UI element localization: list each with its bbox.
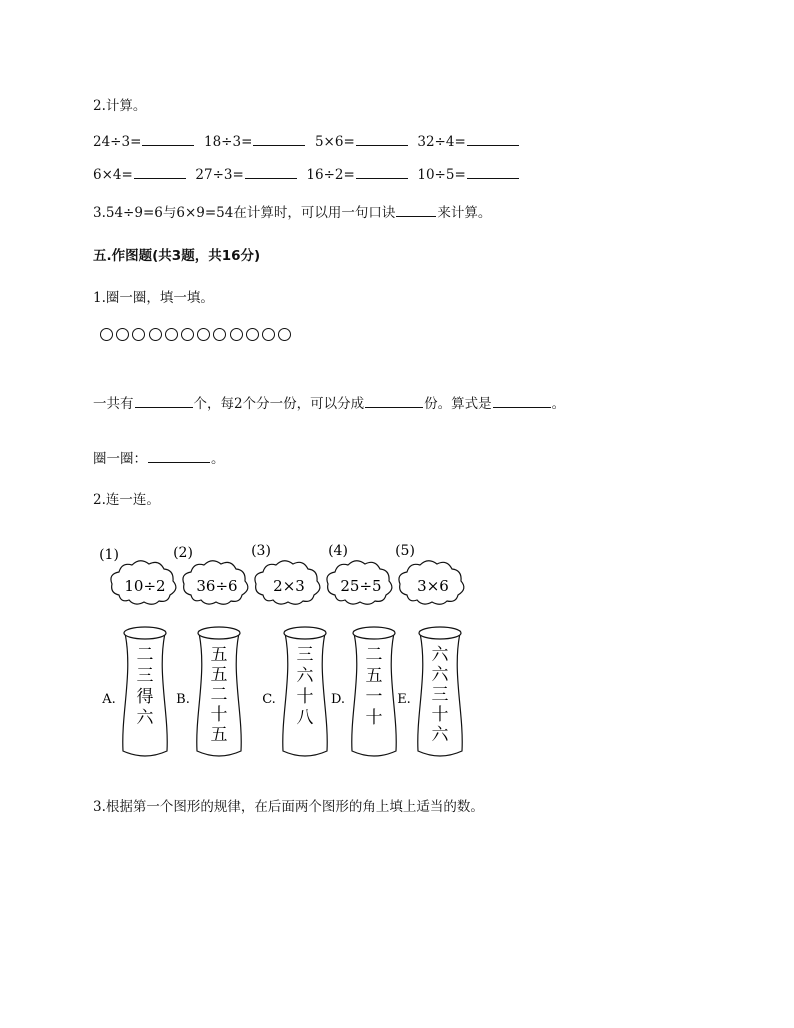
circle-it-label: 圈一圈： — [93, 451, 147, 467]
circle-it-end: 。 — [211, 451, 225, 467]
circle-it-line — [93, 447, 225, 467]
circle-object[interactable] — [262, 328, 275, 341]
calc-item — [93, 166, 187, 183]
answer-blank[interactable] — [134, 166, 186, 179]
match-figure — [0, 535, 794, 765]
circle-object[interactable] — [116, 328, 129, 341]
circle-object[interactable] — [213, 328, 226, 341]
circle-object[interactable] — [181, 328, 194, 341]
vase-letter: A. — [102, 692, 116, 707]
circle-object[interactable] — [149, 328, 162, 341]
answer-blank[interactable] — [135, 395, 193, 408]
vase-character: 二 — [365, 645, 383, 665]
vase-card[interactable] — [397, 627, 462, 756]
circle-object[interactable] — [197, 328, 210, 341]
answer-blank[interactable] — [493, 395, 551, 408]
cloud-number: (2) — [173, 545, 193, 561]
q2-title: 2.计算。 — [93, 98, 147, 114]
answer-blank[interactable] — [148, 450, 210, 463]
circle-object[interactable] — [132, 328, 145, 341]
cloud-card[interactable] — [327, 543, 392, 604]
answer-blank[interactable] — [365, 395, 423, 408]
answer-blank[interactable] — [467, 133, 519, 146]
vase-letter: E. — [397, 692, 411, 707]
calc-expression: 6×4= — [93, 167, 133, 183]
circle-object[interactable] — [165, 328, 178, 341]
fill-text: 一共有 — [93, 396, 134, 412]
cloud-card[interactable] — [99, 547, 176, 604]
answer-blank[interactable] — [356, 166, 408, 179]
vase-character: 六 — [136, 708, 154, 728]
cloud-number: (1) — [99, 547, 119, 563]
vase-character: 五 — [210, 665, 228, 685]
q3-suffix: 来计算。 — [437, 205, 492, 221]
vase-character: 二 — [210, 685, 228, 705]
cloud-card[interactable] — [173, 545, 248, 604]
fill-text: 。 — [551, 396, 566, 412]
answer-blank[interactable] — [142, 133, 194, 146]
vase-character: 六 — [431, 725, 449, 745]
fill-text: 个，每2个分一份，可以分成 — [193, 396, 365, 412]
cloud-expression: 25÷5 — [340, 577, 382, 595]
vase-character: 十 — [431, 705, 449, 725]
cloud-expression: 36÷6 — [196, 577, 238, 595]
vase-character: 五 — [210, 725, 228, 745]
calc-item — [306, 166, 408, 183]
cloud-number: (4) — [328, 543, 348, 559]
q3-line — [93, 201, 491, 221]
vase-card[interactable] — [331, 627, 396, 756]
cloud-number: (3) — [251, 543, 271, 559]
answer-blank[interactable] — [396, 204, 436, 217]
calc-expression: 16÷2= — [306, 167, 355, 183]
vase-character: 六 — [431, 645, 449, 665]
calc-item — [93, 133, 195, 150]
vase-rim — [124, 627, 166, 639]
vase-letter: C. — [262, 692, 276, 707]
cloud-expression: 2×3 — [273, 577, 305, 595]
circle-object[interactable] — [246, 328, 259, 341]
draw-q1-title: 1.圈一圈，填一填。 — [93, 290, 214, 306]
calc-row-1 — [93, 133, 520, 150]
cloud-number: (5) — [395, 543, 415, 559]
calc-item — [204, 133, 306, 150]
q3-prefix: 3.54÷9=6与6×9=54在计算时，可以用一句口诀 — [93, 205, 396, 221]
vase-character: 三 — [431, 685, 449, 705]
section-5-title: 五.作图题(共3题，共16分) — [93, 248, 261, 264]
vase-rim — [419, 627, 461, 639]
answer-blank[interactable] — [253, 133, 305, 146]
circle-row — [100, 328, 291, 341]
vase-card[interactable] — [176, 627, 241, 756]
calc-item — [417, 133, 519, 150]
calc-expression: 24÷3= — [93, 134, 142, 150]
fill-sentence — [93, 392, 565, 412]
draw-q2-title: 2.连一连。 — [93, 492, 160, 508]
calc-expression: 32÷4= — [417, 134, 466, 150]
circle-object[interactable] — [278, 328, 291, 341]
vase-character: 三 — [296, 645, 314, 665]
vase-letter: B. — [176, 692, 190, 707]
calc-item — [417, 166, 519, 183]
calc-expression: 27÷3= — [195, 167, 244, 183]
answer-blank[interactable] — [467, 166, 519, 179]
vase-character: 六 — [296, 666, 314, 686]
vase-character: 十 — [296, 687, 314, 707]
vase-character: 三 — [136, 666, 154, 686]
calc-row-2 — [93, 166, 520, 183]
cloud-expression: 3×6 — [417, 577, 449, 595]
answer-blank[interactable] — [245, 166, 297, 179]
vase-rim — [284, 627, 326, 639]
vase-character: 得 — [136, 687, 154, 707]
fill-text: 份。算式是 — [424, 396, 492, 412]
vase-character: 八 — [296, 708, 314, 728]
cloud-expression: 10÷2 — [124, 577, 166, 595]
vase-character: 二 — [136, 645, 154, 665]
vase-character: 五 — [365, 666, 383, 686]
calc-expression: 10÷5= — [417, 167, 466, 183]
vase-character: 五 — [210, 645, 228, 665]
circle-object[interactable] — [230, 328, 243, 341]
vase-card[interactable] — [101, 627, 167, 756]
vase-letter: D. — [330, 692, 346, 707]
cloud-card[interactable] — [395, 543, 464, 604]
circle-object[interactable] — [100, 328, 113, 341]
vase-card[interactable] — [262, 627, 327, 756]
vase-rim — [353, 627, 395, 639]
calc-expression: 5×6= — [314, 134, 355, 150]
vase-character: 十 — [365, 708, 383, 728]
cloud-card[interactable] — [251, 543, 320, 604]
vase-rim — [198, 627, 240, 639]
answer-blank[interactable] — [356, 133, 408, 146]
calc-expression: 18÷3= — [203, 134, 253, 150]
vase-character: 六 — [431, 665, 449, 685]
calc-item — [315, 133, 409, 150]
vase-character: 十 — [210, 705, 228, 725]
calc-item — [195, 166, 297, 183]
vase-character: 一 — [365, 687, 383, 707]
draw-q3-title: 3.根据第一个图形的规律，在后面两个图形的角上填上适当的数。 — [93, 799, 484, 815]
